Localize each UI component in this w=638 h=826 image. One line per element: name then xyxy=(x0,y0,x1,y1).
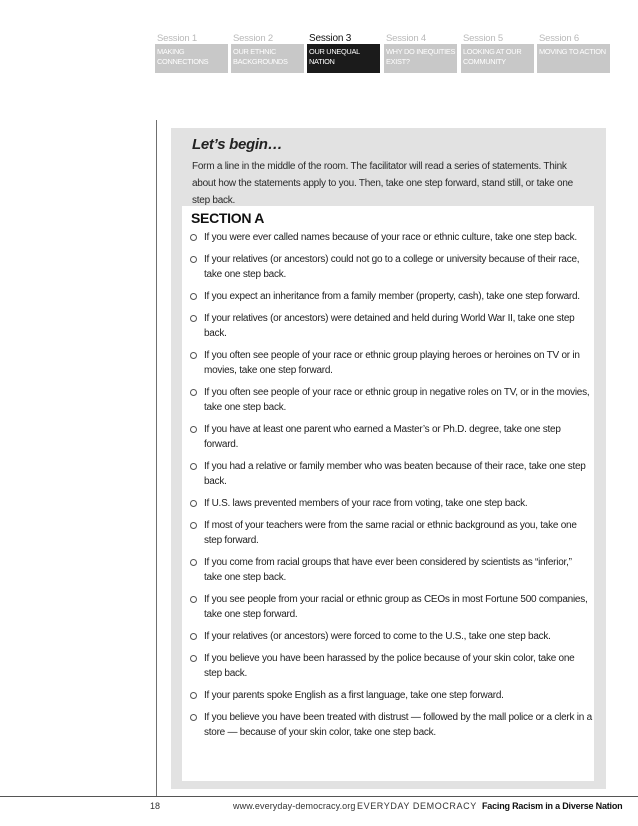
circle-bullet-icon xyxy=(190,389,197,396)
statement-text: If you were ever called names because of your race or ethnic culture, take one step back. xyxy=(204,232,577,243)
statement-item xyxy=(190,710,592,740)
statement-text: If most of your teachers were from the same racial or ethnic background as you, take one step forward. xyxy=(204,520,577,546)
session-tab-1 xyxy=(155,33,228,73)
circle-bullet-icon xyxy=(190,293,197,300)
session-tab-5 xyxy=(461,33,534,73)
statement-text: If your relatives (or ancestors) were detained and held during World War II, take one step back. xyxy=(204,313,575,339)
session-title: OUR UNEQUAL NATION xyxy=(309,47,360,66)
session-number: Session 3 xyxy=(309,33,352,44)
session-tab-6 xyxy=(537,33,610,73)
statement-text: If you often see people of your race or ethnic group in negative roles on TV, or in the movies, take one step back. xyxy=(204,387,590,413)
session-tabs xyxy=(155,33,610,73)
page-number: 18 xyxy=(150,801,161,811)
circle-bullet-icon xyxy=(190,352,197,359)
circle-bullet-icon xyxy=(190,633,197,640)
session-tab-2 xyxy=(231,33,304,73)
statement-item xyxy=(190,518,592,548)
session-number: Session 6 xyxy=(539,33,579,44)
session-tab-4 xyxy=(384,33,457,73)
intro-title: Let’s begin… xyxy=(192,136,283,153)
session-number: Session 5 xyxy=(463,33,503,44)
statement-item xyxy=(190,348,592,378)
session-number: Session 4 xyxy=(386,33,426,44)
footer-url: www.everyday-democracy.org xyxy=(233,801,356,811)
session-number: Session 1 xyxy=(157,33,197,44)
circle-bullet-icon xyxy=(190,463,197,470)
statement-item xyxy=(190,230,592,245)
margin-rule xyxy=(156,120,157,796)
circle-bullet-icon xyxy=(190,234,197,241)
session-title: WHY DO INEQUITIES EXIST? xyxy=(386,47,456,66)
statement-item xyxy=(190,496,592,511)
circle-bullet-icon xyxy=(190,500,197,507)
activity-panel xyxy=(171,128,606,789)
section-title: SECTION A xyxy=(191,210,265,226)
session-title: MAKING CONNECTIONS xyxy=(157,47,209,66)
footer-book-title: Facing Racism in a Diverse Nation xyxy=(482,801,623,811)
statement-item xyxy=(190,311,592,341)
statement-list xyxy=(190,230,592,740)
statement-item xyxy=(190,651,592,681)
statement-text: If you often see people of your race or ethnic group playing heroes or heroines on TV or in movies, take one step forward. xyxy=(204,350,580,376)
statement-text: If your parents spoke English as a first language, take one step forward. xyxy=(204,690,504,701)
statement-item xyxy=(190,592,592,622)
statement-item xyxy=(190,629,592,644)
circle-bullet-icon xyxy=(190,692,197,699)
statement-text: If you come from racial groups that have ever been considered by scientists as “inferior,” take one step back. xyxy=(204,557,572,583)
footer-rule xyxy=(0,796,638,797)
circle-bullet-icon xyxy=(190,522,197,529)
statement-item xyxy=(190,385,592,415)
circle-bullet-icon xyxy=(190,559,197,566)
session-tab-3 xyxy=(307,33,380,73)
statement-text: If you expect an inheritance from a family member (property, cash), take one step forward. xyxy=(204,291,580,302)
statement-item xyxy=(190,289,592,304)
circle-bullet-icon xyxy=(190,655,197,662)
footer-org-name: EVERYDAY DEMOCRACY xyxy=(357,801,477,811)
session-title: LOOKING AT OUR COMMUNITY xyxy=(463,47,522,66)
statement-text: If U.S. laws prevented members of your race from voting, take one step back. xyxy=(204,498,528,509)
statement-text: If you believe you have been treated with distrust — followed by the mall police or a clerk in a store — because of your skin color, take one step back. xyxy=(204,712,592,738)
statement-item xyxy=(190,555,592,585)
statement-text: If your relatives (or ancestors) could not go to a college or university because of their race, take one step back. xyxy=(204,254,580,280)
statement-item xyxy=(190,459,592,489)
session-title: OUR ETHNIC BACKGROUNDS xyxy=(233,47,288,66)
intro-instructions: Form a line in the middle of the room. The facilitator will read a series of statements. Think about how the statements apply to you. Then, take one step forward, stand still, or take one step back. xyxy=(192,161,573,206)
statement-text: If you believe you have been harassed by the police because of your skin color, take one step back. xyxy=(204,653,575,679)
statement-item xyxy=(190,688,592,703)
circle-bullet-icon xyxy=(190,714,197,721)
statement-text: If you had a relative or family member who was beaten because of their race, take one step back. xyxy=(204,461,586,487)
section-card xyxy=(182,206,594,781)
statement-item xyxy=(190,422,592,452)
circle-bullet-icon xyxy=(190,256,197,263)
session-title: MOVING TO ACTION xyxy=(539,47,606,56)
circle-bullet-icon xyxy=(190,596,197,603)
circle-bullet-icon xyxy=(190,426,197,433)
circle-bullet-icon xyxy=(190,315,197,322)
statement-text: If you see people from your racial or ethnic group as CEOs in most Fortune 500 companies, take one step forward. xyxy=(204,594,588,620)
statement-text: If you have at least one parent who earned a Master’s or Ph.D. degree, take one step forward. xyxy=(204,424,561,450)
statement-text: If your relatives (or ancestors) were forced to come to the U.S., take one step back. xyxy=(204,631,551,642)
session-number: Session 2 xyxy=(233,33,273,44)
statement-item xyxy=(190,252,592,282)
